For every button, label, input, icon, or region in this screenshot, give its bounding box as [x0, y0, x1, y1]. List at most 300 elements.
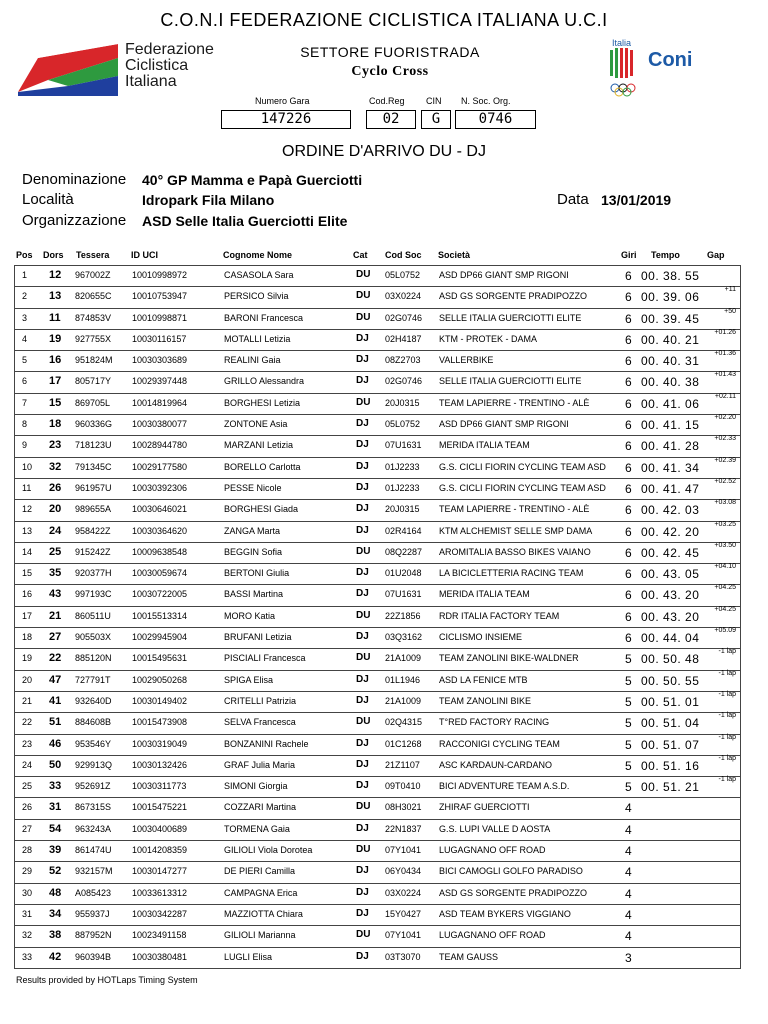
row-uci: 10029177580	[132, 461, 188, 472]
row-dors: 26	[49, 481, 62, 494]
row-pos: 15	[22, 568, 33, 579]
cod-reg-label: Cod.Reg	[369, 96, 405, 106]
table-row	[14, 776, 741, 797]
row-codsoc: 07U1631	[385, 440, 422, 451]
row-cat: DJ	[356, 418, 369, 430]
row-dors: 32	[49, 460, 62, 473]
row-giri: 4	[625, 865, 632, 880]
row-tessera: 967002Z	[75, 270, 111, 280]
row-societa: RACCONIGI CYCLING TEAM	[439, 738, 560, 749]
row-cat: DJ	[356, 375, 369, 387]
row-codsoc: 02H4187	[385, 333, 422, 344]
row-dors: 25	[49, 545, 62, 558]
row-dors: 18	[49, 418, 62, 431]
row-gap: +04.10	[714, 563, 736, 571]
row-cat: DJ	[356, 737, 369, 749]
row-gap: +02.33	[714, 435, 736, 443]
col-id-uci: ID UCI	[131, 250, 158, 260]
row-tempo: 00. 51. 21	[641, 780, 700, 795]
row-gap: +02.39	[714, 456, 736, 464]
fci-logo-text	[125, 42, 214, 90]
row-codsoc: 02G0746	[385, 376, 423, 387]
row-pos: 8	[22, 419, 28, 430]
row-tempo: 00. 41. 06	[641, 396, 700, 411]
row-tessera: 805717Y	[75, 376, 112, 387]
row-nome: MAZZIOTTA Chiara	[224, 908, 303, 919]
row-codsoc: 08H3021	[385, 802, 422, 813]
row-societa: TEAM ZANOLINI BIKE-WALDNER	[439, 653, 579, 664]
row-giri: 6	[625, 375, 632, 390]
row-codsoc: 01J2233	[385, 461, 420, 472]
row-pos: 6	[22, 376, 28, 387]
row-societa: TEAM GAUSS	[439, 951, 499, 962]
row-tessera: 861474U	[75, 845, 112, 856]
table-row	[14, 563, 741, 584]
row-pos: 5	[22, 355, 28, 366]
row-uci: 10015473908	[132, 717, 188, 728]
row-codsoc: 06Y0434	[385, 866, 422, 877]
row-tessera: 960336G	[75, 419, 113, 430]
table-row	[14, 606, 741, 627]
coni-italia-text: Italia	[612, 38, 632, 48]
row-uci: 10029945904	[132, 632, 188, 643]
row-uci: 10009638548	[132, 546, 188, 557]
row-dors: 11	[49, 311, 61, 324]
row-uci: 10033613312	[132, 887, 188, 898]
denominazione-value: 40° GP Mamma e Papà Guerciotti	[142, 172, 363, 188]
row-uci: 10010998871	[132, 312, 188, 323]
row-tessera: 932157M	[75, 866, 113, 877]
row-uci: 10014819964	[132, 397, 188, 408]
row-codsoc: 03T3070	[385, 951, 421, 962]
row-uci: 10015495631	[132, 653, 188, 664]
table-row	[14, 819, 741, 840]
row-cat: DJ	[356, 865, 369, 877]
row-codsoc: 07Y1041	[385, 930, 422, 941]
row-tessera: 884608B	[75, 717, 112, 728]
row-giri: 5	[625, 758, 632, 773]
row-codsoc: 05L0752	[385, 419, 421, 430]
row-codsoc: 15Y0427	[385, 908, 422, 919]
row-gap: +02.52	[714, 477, 736, 485]
row-giri: 6	[625, 524, 632, 539]
row-giri: 3	[625, 950, 632, 965]
row-gap: +01.43	[714, 371, 736, 379]
row-pos: 14	[22, 546, 33, 557]
row-codsoc: 01J2233	[385, 482, 420, 493]
table-row	[14, 435, 741, 456]
row-cat: DU	[356, 844, 371, 856]
row-tessera: 920377H	[75, 568, 112, 579]
row-pos: 22	[22, 717, 33, 728]
row-uci: 10030380077	[132, 419, 188, 430]
row-cat: DU	[356, 801, 371, 813]
row-pos: 27	[22, 823, 33, 834]
row-nome: BEGGIN Sofia	[224, 546, 283, 557]
row-dors: 24	[49, 524, 62, 537]
row-dors: 27	[49, 631, 62, 644]
row-cat: DJ	[356, 567, 369, 579]
row-cat: DU	[356, 609, 371, 621]
row-societa: KTM - PROTEK - DAMA	[439, 333, 538, 344]
fci-logo-line-3: Italiana	[125, 73, 177, 90]
disciplina-label: Cyclo Cross	[351, 64, 429, 79]
row-nome: PISCIALI Francesca	[224, 653, 306, 664]
row-pos: 24	[22, 759, 33, 770]
row-dors: 48	[49, 886, 62, 899]
table-row	[14, 371, 741, 392]
col-tessera: Tessera	[76, 250, 110, 260]
ordine-title: ORDINE D'ARRIVO DU - DJ	[282, 143, 486, 160]
row-tessera: 953546Y	[75, 738, 112, 749]
row-uci: 10030646021	[132, 504, 188, 515]
row-giri: 6	[625, 311, 632, 326]
row-uci: 10030059674	[132, 568, 188, 579]
row-giri: 6	[625, 269, 632, 283]
row-pos: 32	[22, 930, 33, 941]
row-cat: DJ	[356, 524, 369, 536]
row-uci: 10030364620	[132, 525, 188, 536]
row-cat: DJ	[356, 332, 369, 344]
row-dors: 46	[49, 737, 62, 750]
row-codsoc: 20J0315	[385, 397, 420, 408]
row-nome: BARONI Francesca	[224, 312, 304, 323]
organizzazione-value: ASD Selle Italia Guerciotti Elite	[142, 213, 348, 229]
row-nome: SPIGA Elisa	[224, 674, 274, 685]
row-gap: -1 lap	[718, 690, 736, 698]
row-nome: COZZARI Martina	[224, 802, 297, 813]
row-nome: BASSI Martina	[224, 589, 284, 600]
row-societa: VALLERBIKE	[439, 355, 494, 366]
row-dors: 50	[49, 758, 62, 771]
row-cat: DJ	[356, 822, 369, 834]
row-pos: 11	[22, 482, 32, 493]
row-tessera: 820655C	[75, 291, 112, 302]
row-societa: KTM ALCHEMIST SELLE SMP DAMA	[439, 525, 593, 536]
row-pos: 3	[22, 312, 28, 323]
row-tessera: 791345C	[75, 461, 112, 472]
row-tessera: 727791T	[75, 674, 111, 685]
row-tessera: 961957U	[75, 482, 112, 493]
row-dors: 33	[49, 780, 62, 793]
results-table-header	[0, 250, 768, 264]
row-dors: 31	[49, 801, 62, 814]
row-societa: ASC KARDAUN-CARDANO	[439, 759, 553, 770]
row-nome: MOTALLI Letizia	[224, 333, 291, 344]
row-dors: 13	[49, 290, 62, 303]
row-tempo: 00. 42. 20	[641, 524, 700, 539]
table-row	[14, 925, 741, 946]
row-tempo: 00. 51. 16	[641, 758, 700, 773]
row-nome: CAMPAGNA Erica	[224, 887, 298, 898]
table-row	[14, 670, 741, 691]
row-tessera: 963243A	[75, 823, 112, 834]
row-cat: DU	[356, 929, 371, 941]
row-cat: DJ	[356, 780, 369, 792]
row-pos: 30	[22, 887, 33, 898]
row-societa: ZHIRAF GUERCIOTTI	[439, 802, 530, 813]
row-cat: DJ	[356, 481, 369, 493]
row-giri: 6	[625, 332, 632, 347]
row-nome: GRAF Julia Maria	[224, 759, 296, 770]
table-row	[14, 584, 741, 605]
row-societa: ASD DP66 GIANT SMP RIGONI	[439, 270, 569, 280]
n-soc-label: N. Soc. Org.	[461, 96, 511, 106]
row-nome: BORGHESI Letizia	[224, 397, 301, 408]
table-row	[14, 393, 741, 414]
row-dors: 35	[49, 567, 62, 580]
numero-gara-label: Numero Gara	[255, 96, 310, 106]
row-uci: 10028944780	[132, 440, 188, 451]
table-row	[14, 904, 741, 925]
table-row	[14, 350, 741, 371]
row-tempo: 00. 41. 47	[641, 481, 700, 496]
row-tempo: 00. 40. 31	[641, 354, 700, 369]
row-codsoc: 08Q2287	[385, 546, 423, 557]
row-dors: 42	[49, 950, 62, 963]
row-nome: SIMONI Giorgia	[224, 781, 288, 792]
localita-label: Località	[22, 191, 74, 208]
row-nome: GILIOLI Marianna	[224, 930, 296, 941]
row-codsoc: 01L1946	[385, 674, 421, 685]
row-giri: 6	[625, 609, 632, 624]
row-gap: +03.25	[714, 520, 736, 528]
row-dors: 47	[49, 673, 62, 686]
row-tessera: 867315S	[75, 802, 112, 813]
row-tempo: 00. 43. 20	[641, 609, 700, 624]
row-societa: AROMITALIA BASSO BIKES VAIANO	[439, 546, 591, 557]
table-row	[14, 883, 741, 904]
row-dors: 54	[49, 822, 62, 835]
row-cat: DU	[356, 269, 371, 280]
row-uci: 10030147277	[132, 866, 188, 877]
row-dors: 43	[49, 588, 62, 601]
row-gap: +01.36	[714, 350, 736, 358]
row-dors: 16	[49, 354, 62, 367]
row-pos: 31	[22, 908, 33, 919]
row-dors: 39	[49, 844, 62, 857]
row-tessera: 997193C	[75, 589, 112, 600]
row-societa: ASD LA FENICE MTB	[439, 674, 528, 685]
row-giri: 5	[625, 673, 632, 688]
row-nome: BERTONI Giulia	[224, 568, 290, 579]
row-societa: G.S. LUPI VALLE D AOSTA	[439, 823, 551, 834]
row-pos: 13	[22, 525, 33, 536]
row-codsoc: 21A1009	[385, 653, 422, 664]
row-codsoc: 03X0224	[385, 291, 422, 302]
row-pos: 9	[22, 440, 28, 451]
row-giri: 6	[625, 418, 632, 433]
row-codsoc: 02Q4315	[385, 717, 423, 728]
row-dors: 15	[49, 396, 62, 409]
row-societa: ASD GS SORGENTE PRADIPOZZO	[439, 887, 588, 898]
row-cat: DJ	[356, 694, 369, 706]
row-pos: 33	[22, 951, 33, 962]
row-societa: LA BICICLETTERIA RACING TEAM	[439, 568, 584, 579]
row-nome: TORMENA Gaia	[224, 823, 290, 834]
row-cat: DU	[356, 716, 371, 728]
denominazione-label: Denominazione	[22, 171, 127, 188]
table-row	[14, 861, 741, 882]
row-codsoc: 03Q3162	[385, 632, 423, 643]
row-societa: BICI ADVENTURE TEAM A.S.D.	[439, 781, 570, 792]
row-gap: +02.20	[714, 414, 736, 422]
col-tempo: Tempo	[651, 250, 680, 260]
row-giri: 4	[625, 844, 632, 859]
row-giri: 5	[625, 737, 632, 752]
row-tempo: 00. 50. 48	[641, 652, 700, 667]
row-societa: SELLE ITALIA GUERCIOTTI ELITE	[439, 312, 582, 323]
row-cat: DU	[356, 311, 371, 323]
col-dors: Dors	[43, 250, 64, 260]
row-nome: CASASOLA Sara	[224, 270, 294, 280]
table-row	[14, 797, 741, 818]
row-tessera: 960394B	[75, 951, 112, 962]
row-uci: 10030380481	[132, 951, 188, 962]
row-giri: 6	[625, 481, 632, 496]
row-tempo: 00. 42. 45	[641, 545, 700, 560]
data-label: Data	[557, 191, 589, 208]
row-tempo: 00. 51. 07	[641, 737, 700, 752]
row-gap: +04.25	[714, 605, 736, 613]
row-cat: DU	[356, 545, 371, 557]
row-societa: LUGAGNANO OFF ROAD	[439, 930, 546, 941]
row-gap: +50	[724, 307, 736, 315]
row-dors: 19	[49, 332, 62, 345]
cod-reg-box: 02	[366, 110, 416, 129]
row-uci: 10030311773	[132, 781, 187, 792]
col-nome: Cognome Nome	[223, 250, 293, 260]
row-societa: ASD TEAM BYKERS VIGGIANO	[439, 908, 571, 919]
table-row	[14, 734, 741, 755]
row-tempo: 00. 40. 38	[641, 375, 700, 390]
row-tessera: 869705L	[75, 397, 111, 408]
cin-box: G	[421, 110, 451, 129]
row-uci: 10010753947	[132, 291, 188, 302]
row-codsoc: 01U2048	[385, 568, 422, 579]
row-uci: 10030319049	[132, 738, 188, 749]
results-table	[14, 265, 741, 969]
col-pos: Pos	[16, 250, 33, 260]
row-tempo: 00. 50. 55	[641, 673, 700, 688]
fci-logo-line-2: Ciclistica	[125, 57, 189, 74]
row-pos: 20	[22, 674, 33, 685]
row-dors: 20	[49, 503, 62, 516]
row-uci: 10010998972	[132, 270, 188, 280]
table-row	[14, 712, 741, 733]
col-giri: Giri	[621, 250, 637, 260]
row-tessera: 915242Z	[75, 546, 111, 557]
row-nome: BONZANINI Rachele	[224, 738, 309, 749]
row-uci: 10023491158	[132, 930, 187, 941]
fci-logo-line-1: Federazione	[125, 41, 214, 58]
row-societa: ASD GS SORGENTE PRADIPOZZO	[439, 291, 588, 302]
row-giri: 5	[625, 716, 632, 731]
row-uci: 10030303689	[132, 355, 188, 366]
row-pos: 23	[22, 738, 33, 749]
table-row	[14, 478, 741, 499]
row-cat: DJ	[356, 460, 369, 472]
table-row	[14, 499, 741, 520]
table-row	[14, 542, 741, 563]
row-tempo: 00. 39. 06	[641, 290, 700, 305]
row-pos: 10	[22, 461, 33, 472]
row-dors: 21	[49, 609, 62, 622]
table-row	[14, 691, 741, 712]
row-nome: ZANGA Marta	[224, 525, 281, 536]
row-societa: MERIDA ITALIA TEAM	[439, 440, 530, 451]
row-giri: 4	[625, 907, 632, 922]
row-tessera: 874853V	[75, 312, 112, 323]
row-nome: DE PIERI Camilla	[224, 866, 296, 877]
row-gap: +11	[724, 286, 736, 294]
row-tempo: 00. 41. 28	[641, 439, 700, 454]
row-codsoc: 02R4164	[385, 525, 422, 536]
row-societa: SELLE ITALIA GUERCIOTTI ELITE	[439, 376, 582, 387]
row-gap: +03.50	[714, 541, 736, 549]
row-pos: 17	[22, 610, 33, 621]
row-giri: 6	[625, 631, 632, 646]
table-row	[14, 329, 741, 350]
n-soc-box: 0746	[455, 110, 536, 129]
table-row	[14, 627, 741, 648]
table-row	[14, 755, 741, 776]
row-pos: 12	[22, 504, 33, 515]
row-dors: 23	[49, 439, 62, 452]
row-gap: +03.08	[714, 499, 736, 507]
row-tempo: 00. 38. 55	[641, 269, 700, 283]
row-uci: 10030722005	[132, 589, 188, 600]
row-pos: 28	[22, 845, 33, 856]
row-cat: DJ	[356, 886, 369, 898]
row-pos: 18	[22, 632, 33, 643]
row-gap: -1 lap	[718, 754, 736, 762]
row-giri: 4	[625, 929, 632, 944]
row-codsoc: 03X0224	[385, 887, 422, 898]
row-pos: 1	[22, 270, 28, 280]
row-giri: 6	[625, 503, 632, 518]
row-giri: 4	[625, 822, 632, 837]
row-uci: 10030392306	[132, 482, 188, 493]
table-row	[14, 947, 741, 969]
data-value: 13/01/2019	[601, 192, 672, 208]
row-gap: +01.26	[714, 328, 736, 336]
row-societa: LUGAGNANO OFF ROAD	[439, 845, 546, 856]
row-giri: 6	[625, 354, 632, 369]
row-dors: 52	[49, 865, 62, 878]
row-giri: 4	[625, 886, 632, 901]
row-nome: REALINI Gaia	[224, 355, 281, 366]
row-societa: G.S. CICLI FIORIN CYCLING TEAM ASD	[439, 461, 606, 472]
row-uci: 10015513314	[132, 610, 188, 621]
row-cat: DU	[356, 290, 371, 302]
row-giri: 4	[625, 801, 632, 816]
localita-value: Idropark Fila Milano	[142, 192, 275, 208]
row-uci: 10029050268	[132, 674, 188, 685]
row-codsoc: 08Z2703	[385, 355, 421, 366]
row-codsoc: 21Z1107	[385, 759, 420, 770]
table-row	[14, 265, 741, 286]
cin-label: CIN	[426, 96, 442, 106]
row-cat: DJ	[356, 503, 369, 515]
row-tempo: 00. 41. 34	[641, 460, 700, 475]
row-uci: 10030116157	[132, 333, 187, 344]
row-tempo: 00. 43. 20	[641, 588, 700, 603]
row-uci: 10014208359	[132, 845, 188, 856]
row-cat: DJ	[356, 758, 369, 770]
row-codsoc: 01C1268	[385, 738, 422, 749]
row-cat: DJ	[356, 354, 369, 366]
